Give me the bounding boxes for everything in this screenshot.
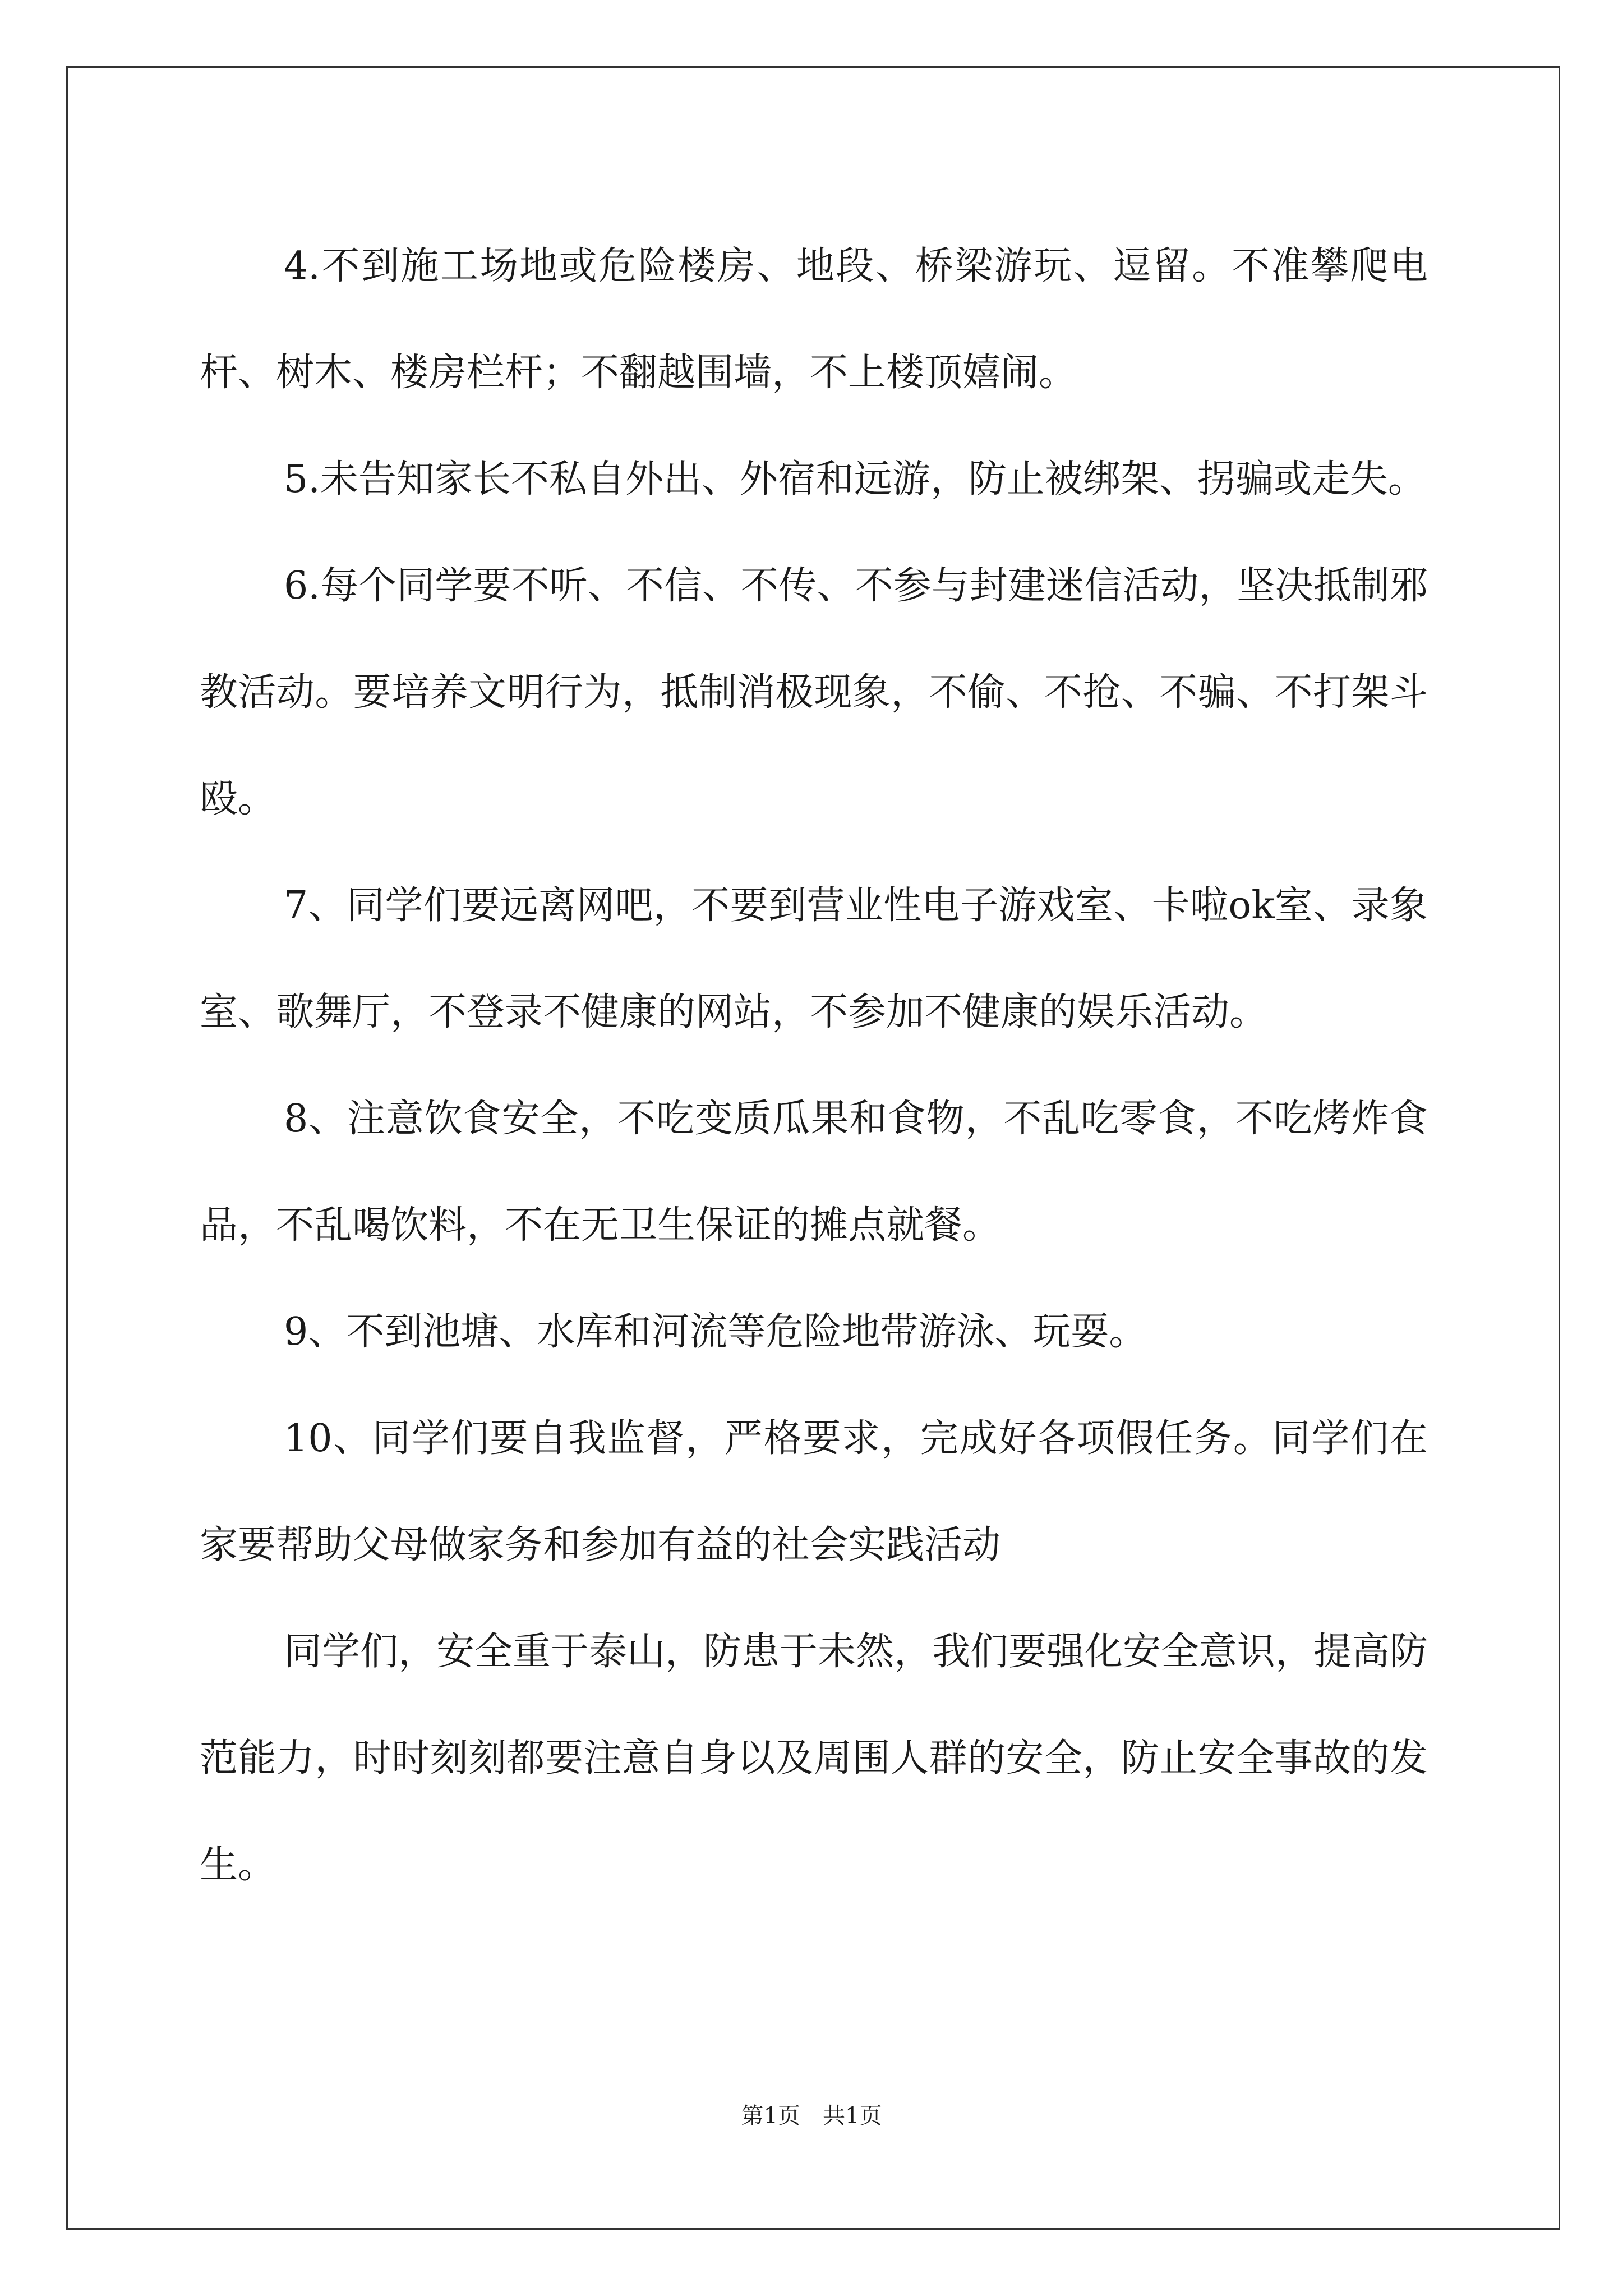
paragraph-item-5: 5.未告知家长不私自外出、外宿和远游，防止被绑架、拐骗或走失。 [284,457,1426,501]
paragraph-item-10: 10、同学们要自我监督，严格要求，完成好各项假任务。同学们在家要帮助父母做家务和参加有益的社会实践活动 [200,1416,1428,1567]
paragraph-item-8: 8、注意饮食安全，不吃变质瓜果和食物，不乱吃零食，不吃烤炸食品，不乱喝饮料，不在无卫生保证的摊点就餐。 [200,1097,1428,1248]
document-body [200,213,1428,1918]
paragraph-item-4: 4.不到施工场地或危险楼房、地段、桥梁游玩、逗留。不准攀爬电杆、树木、楼房栏杆；不翻越围墙，不上楼顶嬉闹。 [200,244,1428,395]
paragraph-conclusion: 同学们，安全重于泰山，防患于未然，我们要强化安全意识，提高防范能力，时时刻刻都要注意自身以及周围人群的安全，防止安全事故的发生。 [200,1630,1428,1887]
paragraph-item-9: 9、不到池塘、水库和河流等危险地带游泳、玩耍。 [284,1310,1147,1354]
paragraph-item-7: 7、同学们要远离网吧，不要到营业性电子游戏室、卡啦ok室、录象室、歌舞厅，不登录不健康的网站，不参加不健康的娱乐活动。 [200,884,1428,1034]
page-number: 第1页 [741,2103,800,2129]
paragraph-item-6: 6.每个同学要不听、不信、不传、不参与封建迷信活动，坚决抵制邪教活动。要培养文明行为，抵制消极现象，不偷、不抢、不骗、不打架斗殴。 [200,564,1428,821]
page-total: 共1页 [823,2103,882,2129]
page-footer [0,2098,1623,2130]
